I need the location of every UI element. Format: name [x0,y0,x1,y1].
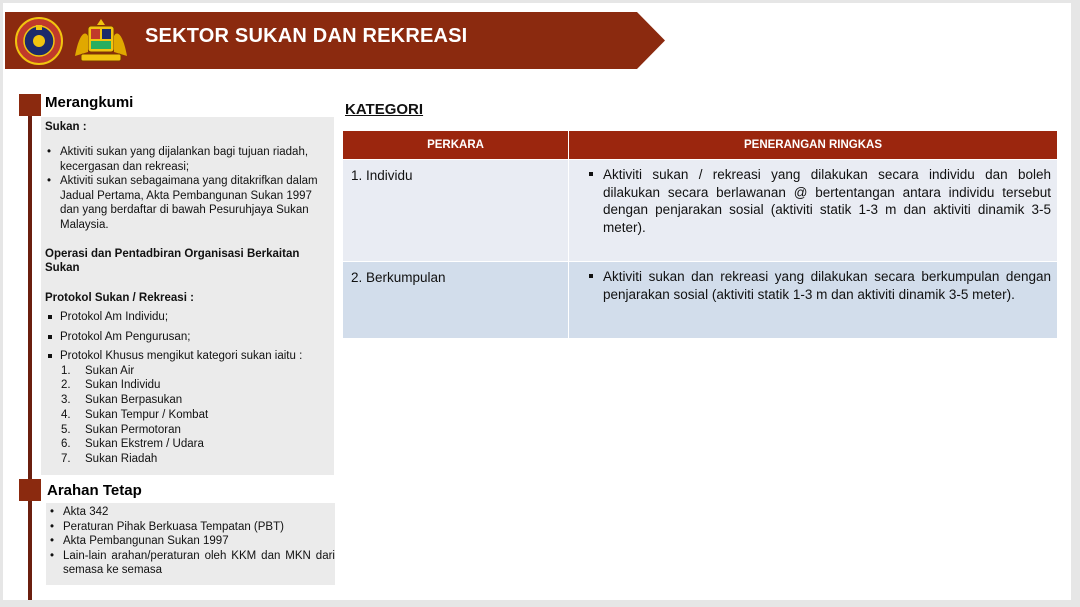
list-item: 2. Sukan Individu [61,379,161,392]
protokol-list [45,310,329,364]
list-item: Protokol Am Pengurusan; [45,330,329,345]
kategori-title: KATEGORI [345,101,424,118]
list-item: 6. Sukan Ekstrem / Udara [61,438,204,451]
malaysia-coat-of-arms-logo [71,16,131,66]
section-marker [19,94,41,116]
list-item: 4. Sukan Tempur / Kombat [61,408,209,421]
arahan-title: Arahan Tetap [47,482,142,499]
arahan-panel [46,503,335,585]
penerangan-text: Aktiviti sukan / rekreasi yang dilakukan secara individu dan boleh dilakukan secara berlawanan @ bertentangan antara individu tersebut dengan penjarakan sosial (aktiviti statik 1-3 m dan aktiviti dinamik 3-5 meter). [589,166,1051,236]
list-item: • Lain-lain arahan/peraturan oleh KKM dan MKN dari semasa ke semasa [48,549,335,578]
table-row [343,160,1058,262]
kategori-sukan-list [45,364,329,468]
perkara-cell: 2. Berkumpulan [343,262,569,339]
list-item: • Aktiviti sukan yang dijalankan bagi tujuan riadah, kecergasan dan rekreasi; [45,145,329,174]
protokol-heading: Protokol Sukan / Rekreasi : [45,292,194,304]
table-row [343,262,1058,339]
page-title: SEKTOR SUKAN DAN REKREASI [145,25,468,47]
penerangan-cell [569,262,1058,339]
operasi-heading: Operasi dan Pentadbiran Organisasi Berkaitan Sukan [45,248,300,274]
list-item: 3. Sukan Berpasukan [61,394,183,407]
column-header-penerangan: PENERANGAN RINGKAS [569,131,1058,160]
header-banner [5,12,665,69]
list-item: 7. Sukan Riadah [61,453,158,466]
merangkumi-title: Merangkumi [45,94,134,111]
list-item: • Aktiviti sukan sebagaimana yang ditakrifkan dalam Jadual Pertama, Akta Pembangunan Sukan 1997 dan yang berdaftar di bawah Pesuruhjaya Sukan Malaysia. [45,174,329,232]
list-item: Protokol Khusus mengikut kategori sukan iaitu : [45,349,329,364]
merangkumi-panel [41,117,334,475]
list-item: • Peraturan Pihak Berkuasa Tempatan (PBT) [48,520,335,535]
perkara-cell: 1. Individu [343,160,569,262]
section-marker [19,479,41,501]
list-item: • Akta Pembangunan Sukan 1997 [48,534,335,549]
list-item: 1. Sukan Air [61,364,135,377]
slide [3,3,1071,600]
list-item: Protokol Am Individu; [45,310,329,325]
police-crest-logo [13,16,65,66]
kategori-table [342,130,1058,339]
column-header-perkara: PERKARA [343,131,569,160]
penerangan-cell [569,160,1058,262]
arahan-list [48,505,335,578]
table-header-row [343,131,1058,160]
penerangan-text: Aktiviti sukan dan rekreasi yang dilakukan secara berkumpulan dengan penjarakan sosial (aktiviti statik 1-3 m dan aktiviti dinamik 3-5 meter). [589,268,1051,303]
sukan-list [45,145,329,232]
list-item: 5. Sukan Permotoran [61,423,181,436]
sukan-heading: Sukan : [45,121,87,133]
list-item: • Akta 342 [48,505,335,520]
timeline-line [28,101,32,600]
